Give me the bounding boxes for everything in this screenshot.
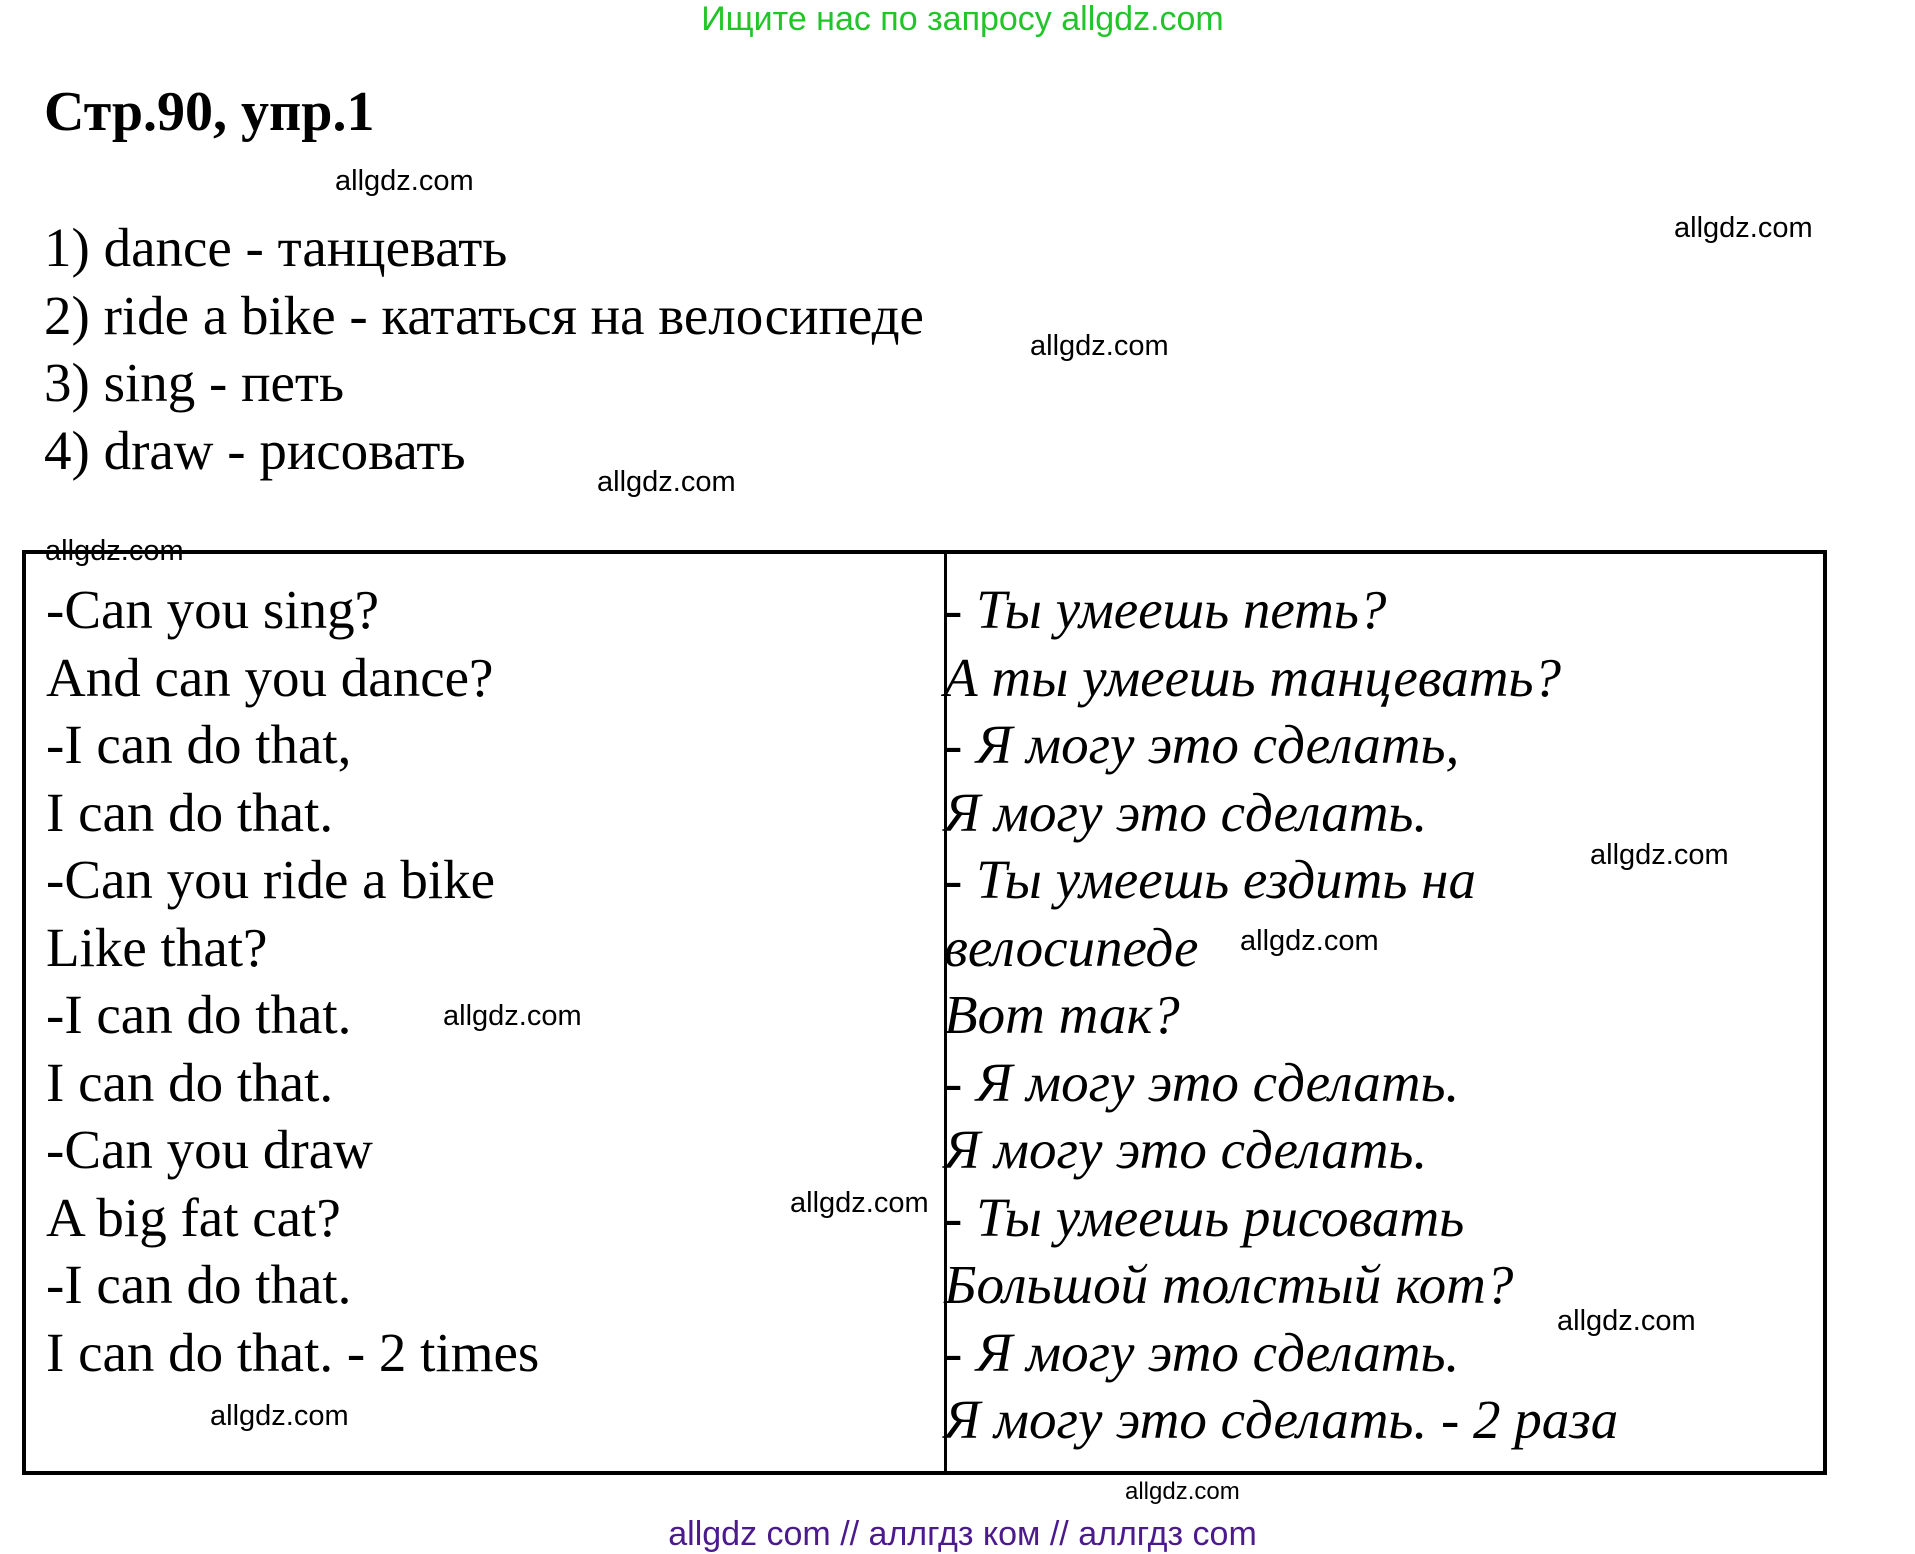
english-line: -I can do that. [46, 1254, 352, 1315]
footer-links[interactable]: allgdz com // аллгдз ком // аллгдз com [668, 1515, 1257, 1553]
russian-line: - Я могу это сделать. [944, 1051, 1460, 1113]
russian-line: - Ты умеешь ездить на [944, 849, 1476, 910]
english-line: I can do that. - 2 times [46, 1321, 540, 1383]
english-line: -Can you sing? [46, 579, 380, 640]
russian-line: Я могу это сделать. - 2 раза [944, 1389, 1619, 1450]
english-line: Like that? [46, 916, 268, 978]
russian-line: - Ты умеешь рисовать [944, 1186, 1465, 1248]
english-line: -Can you ride a bike [46, 849, 496, 910]
vocab-item: 1) dance - танцевать [44, 217, 508, 278]
russian-line: Я могу это сделать. [944, 1119, 1428, 1180]
page-title: Стр.90, упр.1 [44, 81, 375, 143]
watermark: allgdz.com [1590, 839, 1729, 871]
russian-line: велосипеде [944, 916, 1199, 978]
watermark: allgdz.com [597, 466, 736, 498]
russian-line: Я могу это сделать. [944, 781, 1428, 843]
watermark: allgdz.com [1030, 330, 1169, 362]
english-line: -I can do that. [46, 984, 352, 1045]
english-line: I can do that. [46, 1051, 334, 1113]
russian-line: - Я могу это сделать. [944, 1321, 1460, 1383]
russian-line: - Ты умеешь петь? [944, 579, 1387, 640]
watermark: allgdz.com [45, 535, 184, 567]
english-line: A big fat cat? [46, 1186, 341, 1248]
english-column [46, 576, 539, 1386]
watermark: allgdz.com [443, 1000, 582, 1032]
english-line: And can you dance? [46, 646, 494, 708]
russian-line: - Я могу это сделать, [944, 714, 1460, 775]
russian-line: Вот так? [944, 984, 1180, 1045]
english-line: I can do that. [46, 781, 334, 843]
watermark: allgdz.com [790, 1187, 929, 1219]
russian-column [944, 576, 1618, 1454]
watermark: allgdz.com [1240, 925, 1379, 957]
top-banner-link[interactable]: Ищите нас по запросу allgdz.com [701, 0, 1224, 38]
russian-line: А ты умеешь танцевать? [944, 646, 1562, 708]
vocab-item: 3) sing - петь [44, 352, 345, 413]
english-line: -Can you draw [46, 1119, 373, 1180]
russian-line: Большой толстый кот? [944, 1254, 1514, 1315]
watermark: allgdz.com [1674, 212, 1813, 244]
vocab-item: 4) draw - рисовать [44, 420, 466, 481]
watermark: allgdz.com [1125, 1478, 1240, 1505]
watermark: allgdz.com [335, 165, 474, 197]
watermark: allgdz.com [1557, 1305, 1696, 1337]
watermark: allgdz.com [210, 1400, 349, 1432]
vocab-item: 2) ride a bike - кататься на велосипеде [44, 285, 924, 346]
english-line: -I can do that, [46, 714, 352, 775]
